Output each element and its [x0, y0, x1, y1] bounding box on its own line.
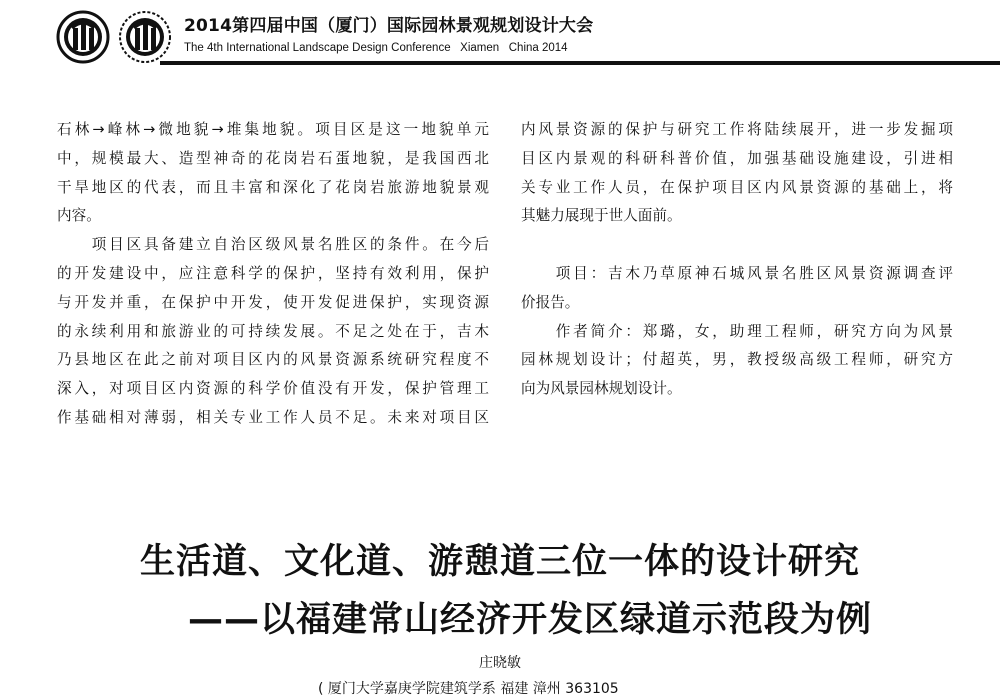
- text-line: 作基础相对薄弱，相关专业工作人员不足。未来对项目区: [57, 408, 489, 426]
- conference-title: 2014第四届中国（厦门）国际园林景观规划设计大会: [184, 16, 594, 36]
- right-column: [521, 116, 953, 404]
- text-line: 项目：吉木乃草原神石城风景名胜区风景资源调查评: [521, 264, 953, 282]
- text-line: 干旱地区的代表，而且丰富和深化了花岗岩旅游地貌景观: [57, 178, 489, 196]
- text-line: 的开发建设中，应注意科学的保护，坚持有效利用，保护: [57, 264, 489, 282]
- article-subtitle: ——以福建常山经济开发区绿道示范段为例: [188, 600, 873, 640]
- text-line: 项目区具备建立自治区级风景名胜区的条件。在今后: [57, 236, 489, 254]
- text-line: 石林→峰林→微地貌→堆集地貌。项目区是这一地貌单元: [57, 121, 489, 138]
- left-column: [57, 116, 489, 433]
- text-line: 价报告。: [521, 293, 580, 311]
- article-author: 庄晓敏: [479, 655, 521, 671]
- text-line: 向为风景园林规划设计。: [521, 380, 682, 398]
- text-line: 乃县地区在此之前对项目区内的风景资源系统研究程度不: [57, 351, 489, 369]
- text-line: 深入，对项目区内资源的科学价值没有开发，保护管理工: [57, 380, 489, 398]
- conference-emblem-logo-icon: [118, 10, 172, 64]
- conference-subtitle: The 4th International Landscape Design Conference Xiamen China 2014: [184, 42, 568, 54]
- text-line: 其魅力展现于世人面前。: [521, 207, 682, 225]
- header-rule: [160, 61, 1000, 65]
- article-title: 生活道、文化道、游憩道三位一体的设计研究: [139, 542, 860, 582]
- text-line: 中，规模最大、造型神奇的花岗岩石蛋地貌，是我国西北: [57, 149, 489, 167]
- author-affiliation: ( 厦门大学嘉庚学院建筑学系 福建 漳州 363105: [318, 681, 619, 697]
- text-line: 关专业工作人员，在保护项目区内风景资源的基础上，将: [521, 178, 953, 196]
- conference-seal-logo-icon: [56, 10, 110, 64]
- text-line: 的永续利用和旅游业的可持续发展。不足之处在于，吉木: [57, 322, 489, 340]
- text-line: 与开发并重，在保护中开发，使开发促进保护，实现资源: [57, 293, 489, 311]
- text-line: 作者简介：郑璐，女，助理工程师，研究方向为风景: [521, 322, 953, 340]
- text-line: 内风景资源的保护与研究工作将陆续展开，进一步发掘项: [521, 121, 953, 138]
- paragraph-gap: [521, 231, 953, 260]
- text-line: 园林规划设计；付超英，男，教授级高级工程师，研究方: [521, 351, 953, 369]
- text-line: 内容。: [57, 207, 101, 225]
- text-line: 目区内景观的科研科普价值，加强基础设施建设，引进相: [521, 149, 953, 167]
